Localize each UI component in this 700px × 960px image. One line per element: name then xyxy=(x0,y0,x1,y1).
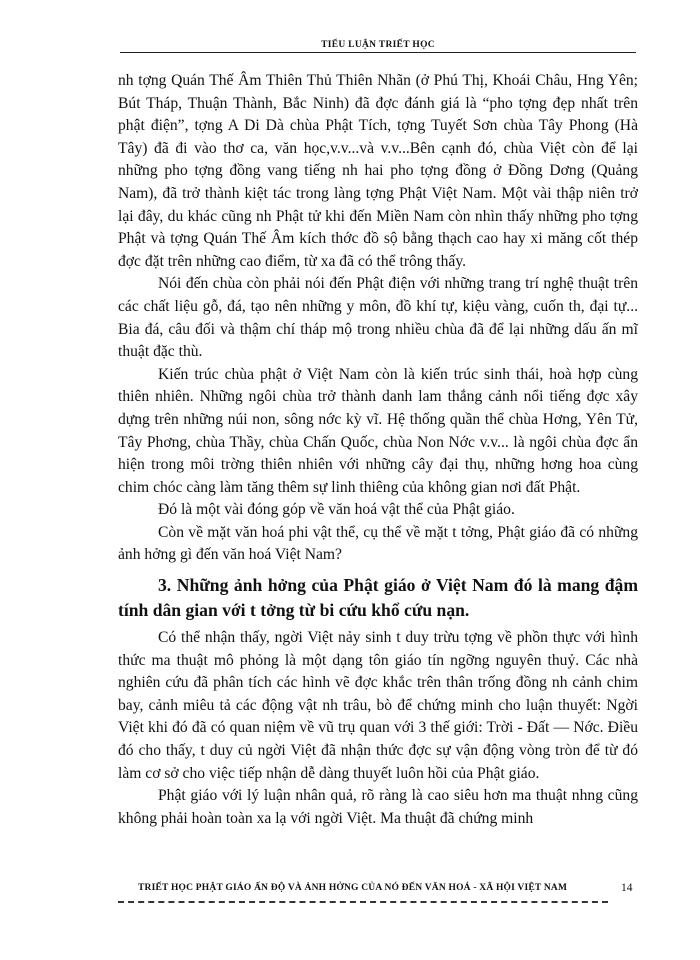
paragraph-decoration: Nói đến chùa còn phải nói đến Phật điện với những trang trí nghệ thuật trên các chất liệu gỗ, đá, tạo nên những y môn, đồ khí tự, kiệu vàng, cuốn th, đại tự... Bia đá, câu đối và thậm chí tháp mộ trong nhiều chùa đã để lại những dấu ấn mĩ thuật đặc thù. xyxy=(118,275,638,361)
paragraph-question: Còn về mặt văn hoá phi vật thể, cụ thể về mặt t tởng, Phật giáo đã có những ảnh hởng gì đến văn hoá Việt Nam? xyxy=(118,523,638,564)
paragraph-causality: Phật giáo với lý luận nhân quả, rõ ràng là cao siêu hơn ma thuật nhng cũng không phải hoàn toàn xa lạ với ngời Việt. Ma thuật đã chứng minh xyxy=(118,787,638,827)
page-number: 14 xyxy=(621,882,633,894)
page-body xyxy=(118,70,638,830)
running-header: TIỂU LUẬN TRIẾT HỌC xyxy=(321,40,435,50)
footer-rule xyxy=(118,901,608,903)
paragraph-architecture: Kiến trúc chùa phật ở Việt Nam còn là kiến trúc sinh thái, hoà hợp cùng thiên nhiên. Những ngôi chùa trở thành danh lam thắng cảnh nổi tiếng đợc xây dựng trên những núi non, sông nớc kỳ vĩ. Hệ thống quần thể chùa Hơng, Yên Tử, Tây Phơng, chùa Thầy, chùa Chấn Quốc, chùa Non Nớc v.v... là ngôi chùa đợc ẩn hiện trong môi trờng thiên nhiên với những cây đại thụ, những hơng hoa cùng chim chóc càng làm tăng thêm sự linh thiêng của không gian nơi đất Phật. xyxy=(118,365,638,496)
section-heading: 3. Những ảnh hởng của Phật giáo ở Việt Nam đó là mang đậm tính dân gian với t tởng từ bi cứu khổ cứu nạn. xyxy=(118,575,638,621)
paragraph-folk-thought: Có thể nhận thấy, ngời Việt nảy sinh t duy trừu tợng về phồn thực với hình thức ma thuật mô phỏng là một dạng tôn giáo tín ngỡng nguyên thuỷ. Các nhà nghiên cứu đã phân tích các hình vẽ đợc khắc trên thân trống đồng nh cảnh chim bay, cảnh miêu tả các động vật nh trâu, bò để chứng minh cho luận thuyết: Ngời Việt khi đó đã có quan niệm về vũ trụ quan với 3 thế giới: Trời - Đất — Nớc. Điều đó cho thấy, t duy củ ngời Việt đã nhận thức đợc sự vận động vòng tròn để từ đó làm cơ sở cho việc tiếp nhận dễ dàng thuyết luôn hồi của Phật giáo. xyxy=(118,629,638,782)
paragraph-summary: Đó là một vài đóng góp về văn hoá vật thể của Phật giáo. xyxy=(158,501,515,519)
header-rule xyxy=(120,52,636,53)
paragraph-statues: nh tợng Quán Thế Âm Thiên Thủ Thiên Nhãn (ở Phú Thị, Khoái Châu, Hng Yên; Bút Tháp, Thuận Thành, Bắc Ninh) đã đợc đánh giá là “pho tợng đẹp nhất trên phật điện”, tợng A Di Dà chùa Phật Tích, tợng Tuyết Sơn chùa Tây Phong (Hà Tây) đã đi vào thơ ca, văn học,v.v...và v.v...Bên cạnh đó, chùa Việt còn để lại những pho tợng đồng vang tiếng nh hai pho tợng đồng ở Đồng Dơng (Quảng Nam), đã trở thành kiệt tác trong làng tợng Phật Việt Nam. Một vài thập niên trở lại đây, du khác cũng nh Phật tử khi đến Miền Nam còn nhìn thấy những pho tợng Phật và tợng Quán Thế Âm kích thớc đồ sộ bằng thạch cao hay xi măng cốt thép đợc đặt trên những cao điểm, từ xa đã có thể trông thấy. xyxy=(118,72,638,270)
running-footer: TRIẾT HỌC PHẬT GIÁO ẤN ĐỘ VÀ ẢNH HỞNG CỦA NÓ ĐẾN VĂN HOÁ - XÃ HỘI VIỆT NAM xyxy=(138,883,568,893)
